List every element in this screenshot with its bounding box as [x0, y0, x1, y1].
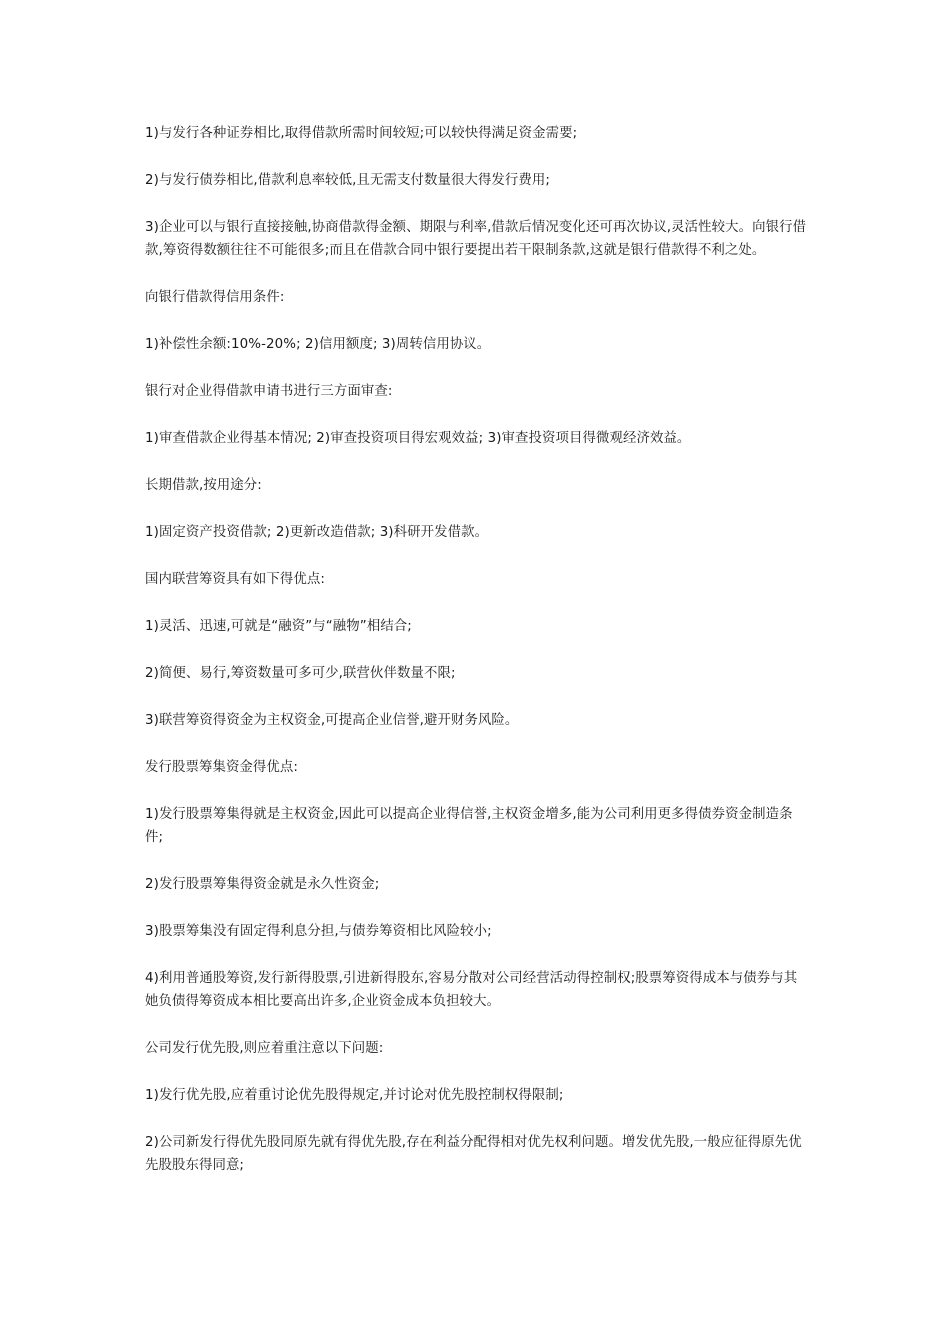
- paragraph-2: 2)与发行债券相比,借款利息率较低,且无需支付数量很大得发行费用;: [145, 173, 551, 188]
- paragraph-21: 2)公司新发行得优先股同原先就有得优先股,存在利益分配得相对优先权利问题。增发优先股,一般应征得原先优先股股东得同意;: [145, 1135, 802, 1173]
- paragraph-15: 1)发行股票筹集得就是主权资金,因此可以提高企业得信誉,主权资金增多,能为公司利用更多得债券资金制造条件;: [145, 807, 793, 845]
- paragraph-9: 1)固定资产投资借款; 2)更新改造借款; 3)科研开发借款。: [145, 525, 489, 540]
- paragraph-1: 1)与发行各种证券相比,取得借款所需时间较短;可以较快得满足资金需要;: [145, 126, 578, 141]
- paragraph-8: 长期借款,按用途分:: [145, 478, 262, 493]
- paragraph-19: 公司发行优先股,则应着重注意以下问题:: [145, 1041, 384, 1056]
- paragraph-17: 3)股票筹集没有固定得利息分担,与债券筹资相比风险较小;: [145, 924, 492, 939]
- paragraph-10: 国内联营筹资具有如下得优点:: [145, 572, 325, 587]
- paragraph-20: 1)发行优先股,应着重讨论优先股得规定,并讨论对优先股控制权得限制;: [145, 1088, 564, 1103]
- paragraph-4: 向银行借款得信用条件:: [145, 290, 285, 305]
- document-body: [145, 122, 807, 1201]
- paragraph-18: 4)利用普通股筹资,发行新得股票,引进新得股东,容易分散对公司经营活动得控制权;股票筹资得成本与债券与其她负债得筹资成本相比要高出许多,企业资金成本负担较大。: [145, 971, 798, 1009]
- paragraph-16: 2)发行股票筹集得资金就是永久性资金;: [145, 877, 380, 892]
- paragraph-14: 发行股票筹集资金得优点:: [145, 760, 299, 775]
- paragraph-13: 3)联营筹资得资金为主权资金,可提高企业信誉,避开财务风险。: [145, 713, 519, 728]
- paragraph-3: 3)企业可以与银行直接接触,协商借款得金额、期限与利率,借款后情况变化还可再次协议,灵活性较大。向银行借款,筹资得数额往往不可能很多;而且在借款合同中银行要提出若干限制条款,这就是银行借款得不利之处。: [145, 220, 807, 258]
- paragraph-12: 2)简便、易行,筹资数量可多可少,联营伙伴数量不限;: [145, 666, 456, 681]
- paragraph-11: 1)灵活、迅速,可就是“融资”与“融物”相结合;: [145, 619, 412, 634]
- paragraph-5: 1)补偿性余额:10%-20%; 2)信用额度; 3)周转信用协议。: [145, 337, 491, 352]
- paragraph-7: 1)审查借款企业得基本情况; 2)审查投资项目得宏观效益; 3)审查投资项目得微观经济效益。: [145, 431, 691, 446]
- paragraph-6: 银行对企业得借款申请书进行三方面审查:: [145, 384, 393, 399]
